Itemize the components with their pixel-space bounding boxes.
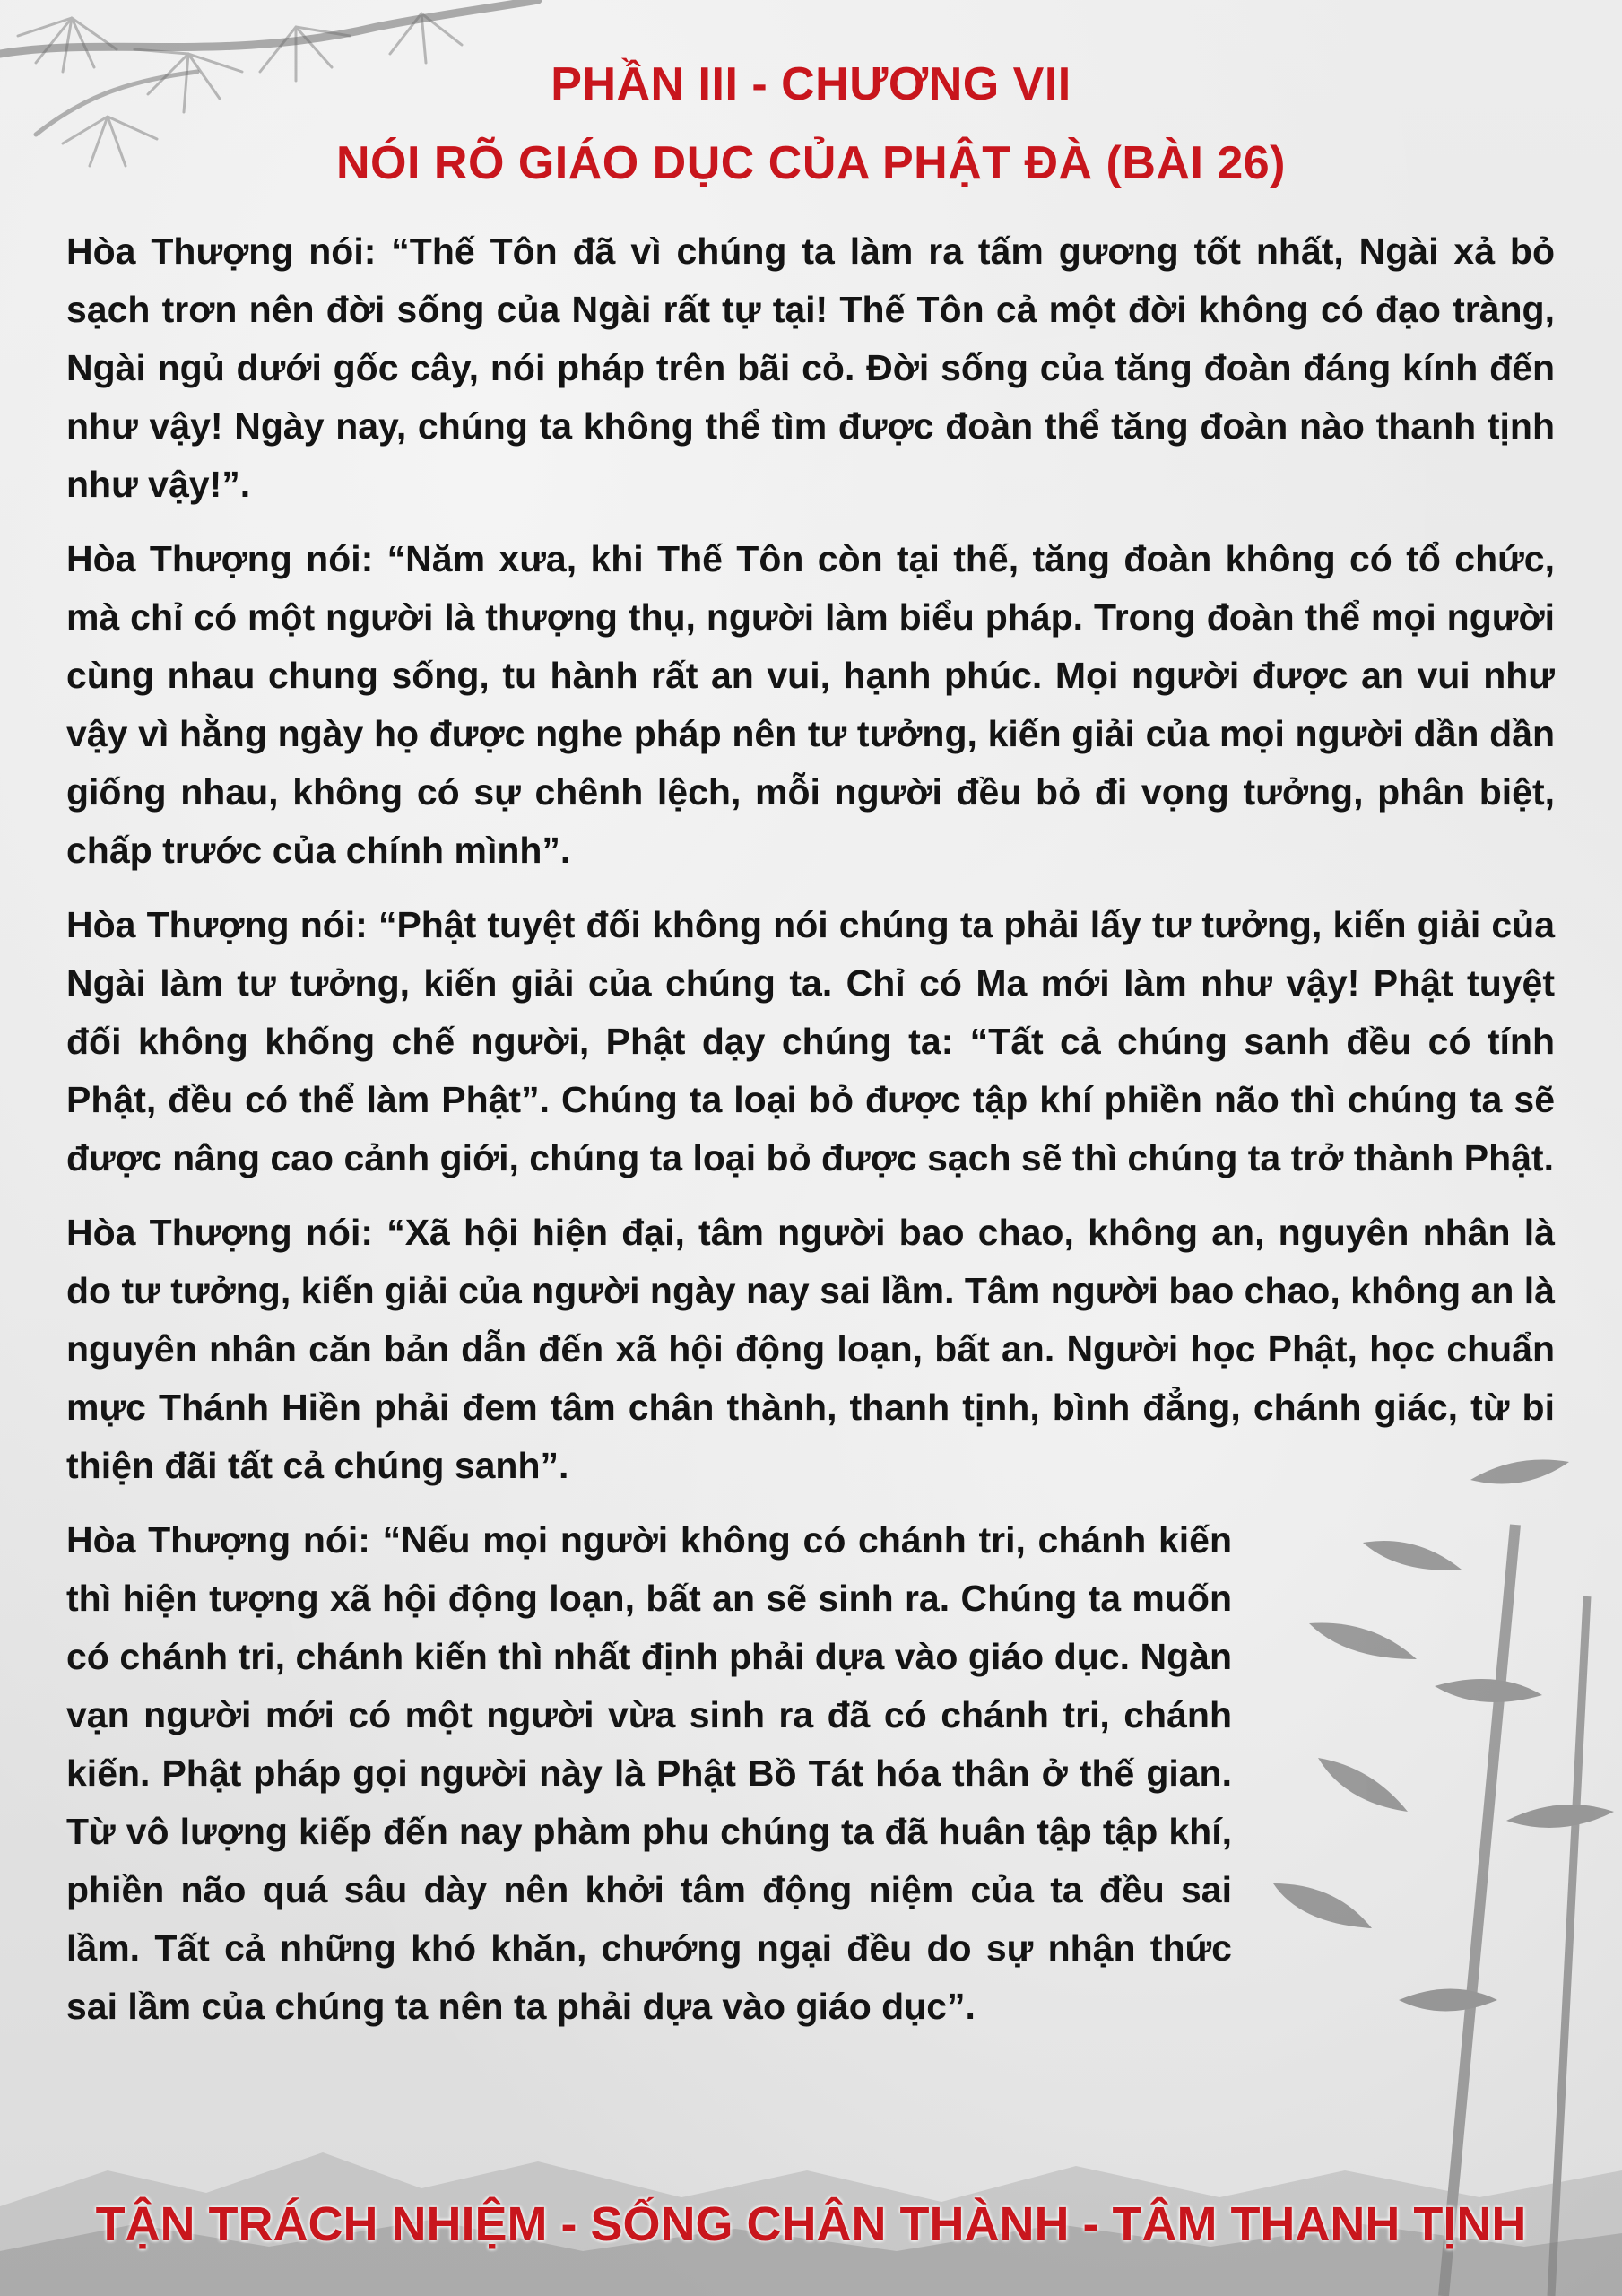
paragraph-4: Hòa Thượng nói: “Xã hội hiện đại, tâm người bao chao, không an, nguyên nhân là do tư tưởng, kiến giải của người ngày nay sai lầm. Tâm người bao chao, không an là nguyên nhân căn bản dẫn đến xã hội động loạn, bất an. Người học Phật, học chuẩn mực Thánh Hiền phải đem tâm chân thành, thanh tịnh, bình đẳng, chánh giác, từ bi thiện đãi tất cả chúng sanh”. <box>66 1212 1555 1486</box>
paragraph-2: Hòa Thượng nói: “Năm xưa, khi Thế Tôn còn tại thế, tăng đoàn không có tổ chức, mà chỉ có một người là thượng thụ, người làm biểu pháp. Trong đoàn thể mọi người cùng nhau chung sống, tu hành rất an vui, hạnh phúc. Mọi người được an vui như vậy vì hằng ngày họ được nghe pháp nên tư tưởng, kiến giải của mọi người dần dần giống nhau, không có sự chênh lệch, mỗi người đều bỏ đi vọng tưởng, phân biệt, chấp trước của chính mình”. <box>66 538 1555 871</box>
chapter-title: PHẦN III - CHƯƠNG VII <box>551 58 1071 110</box>
footer-motto: TẬN TRÁCH NHIỆM - SỐNG CHÂN THÀNH - TÂM THANH TỊNH <box>95 2197 1527 2251</box>
paragraph-5: Hòa Thượng nói: “Nếu mọi người không có chánh tri, chánh kiến thì hiện tượng xã hội động loạn, bất an sẽ sinh ra. Chúng ta muốn có chánh tri, chánh kiến thì nhất định phải dựa vào giáo dục. Ngàn vạn người mới có một người vừa sinh ra đã có chánh tri, chánh kiến. Phật pháp gọi người này là Phật Bồ Tát hóa thân ở thế gian. Từ vô lượng kiếp đến nay phàm phu chúng ta đã huân tập tập khí, phiền não quá sâu dày nên khởi tâm động niệm của ta đều sai lầm. Tất cả những khó khăn, chướng ngại đều do sự nhận thức sai lầm của chúng ta nên ta phải dựa vào giáo dục”. <box>66 1519 1232 2027</box>
lesson-title: NÓI RÕ GIÁO DỤC CỦA PHẬT ĐÀ (BÀI 26) <box>336 137 1286 189</box>
paragraph-1: Hòa Thượng nói: “Thế Tôn đã vì chúng ta làm ra tấm gương tốt nhất, Ngài xả bỏ sạch trơn nên đời sống của Ngài rất tự tại! Thế Tôn cả một đời không có đạo tràng, Ngài ngủ dưới gốc cây, nói pháp trên bãi cỏ. Đời sống của tăng đoàn đáng kính đến như vậy! Ngày nay, chúng ta không thể tìm được đoàn thể tăng đoàn nào thanh tịnh như vậy!”. <box>66 230 1555 505</box>
article-body <box>66 222 1555 2052</box>
paragraph-3: Hòa Thượng nói: “Phật tuyệt đối không nói chúng ta phải lấy tư tưởng, kiến giải của Ngài làm tư tưởng, kiến giải của chúng ta. Chỉ có Ma mới làm như vậy! Phật tuyệt đối không khống chế người, Phật dạy chúng ta: “Tất cả chúng sanh đều có tính Phật, đều có thể làm Phật”. Chúng ta loại bỏ được tập khí phiền não thì chúng ta sẽ được nâng cao cảnh giới, chúng ta loại bỏ được sạch sẽ thì chúng ta trở thành Phật. <box>66 904 1555 1178</box>
